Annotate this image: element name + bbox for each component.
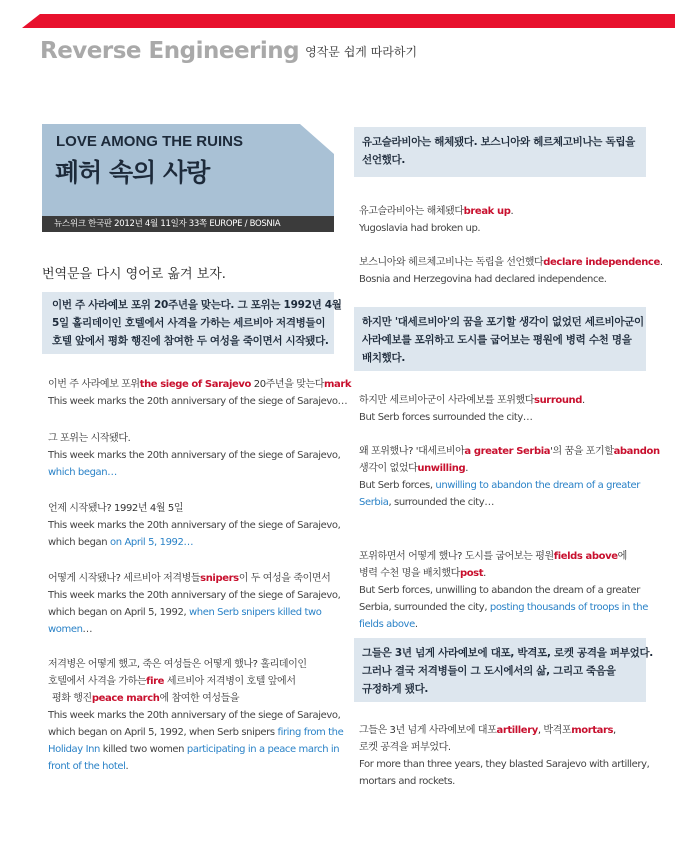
ko-text: 포위하면서 어떻게 했나? 도시를 굽어보는 평원 — [359, 551, 554, 562]
step-block-8 — [359, 392, 585, 426]
top-accent-bar — [0, 0, 675, 30]
summary-line: 호텔 앞에서 평화 행진에 참여한 두 여성을 죽이면서 시작됐다. — [52, 335, 329, 347]
summary-box-2 — [354, 127, 646, 177]
top-bar-graphic — [0, 0, 675, 30]
summary-line: 사라예보를 포위하고 도시를 굽어보는 평원에 병력 수천 명을 — [362, 334, 632, 346]
en-new-text: on April 5, 1992… — [110, 537, 194, 548]
en-new-text: participating in a peace march in — [186, 744, 340, 755]
en-text: But Serb forces, unwilling to abandon the dream of a greater — [359, 585, 641, 596]
ko-text: 유고슬라비아는 해체됐다 — [359, 206, 464, 217]
ko-text: 그들은 3년 넘게 사라예보에 대포 — [359, 725, 497, 736]
ko-text: '의 꿈을 포기할 — [550, 446, 614, 457]
en-text: This week marks the 20th anniversary of the siege of Sarajevo, — [48, 520, 341, 531]
en-new-text: which began… — [48, 467, 117, 478]
page-header — [40, 34, 417, 64]
summary-line: 5일 홀리데이인 호텔에서 사격을 가하는 세르비아 저격병들이 — [52, 317, 326, 329]
summary-line: 하지만 '대세르비아'의 꿈을 포기할 생각이 없었던 세르비아군이 — [362, 316, 644, 328]
step-block-5 — [48, 656, 343, 775]
en-text: which began on April 5, 1992, when Serb snipers — [48, 727, 278, 738]
summary-line: 이번 주 사라예보 포위 20주년을 맞는다. 그 포위는 1992년 4월 — [52, 299, 342, 311]
ko-text: . — [510, 206, 514, 217]
en-text: Yugoslavia had broken up. — [359, 223, 481, 234]
en-new-text: women — [48, 624, 83, 635]
ko-text: 호텔에서 사격을 가하는 — [48, 676, 147, 687]
ko-text: 왜 포위했나? '대세르비아 — [359, 446, 465, 457]
ko-text: 세르비아 저격병이 호텔 앞에서 — [164, 676, 296, 687]
ko-text: 저격병은 어떻게 했고, 죽은 여성들은 어떻게 했나? 홀리데이인 — [48, 659, 307, 670]
en-new-text: Serbia — [359, 497, 389, 508]
step-block-7 — [359, 254, 663, 288]
keyword: mark — [324, 379, 352, 390]
summary-line: 선언했다. — [362, 154, 406, 166]
en-text: This week marks the 20th anniversary of the siege of Sarajevo… — [48, 396, 348, 407]
en-text: Bosnia and Herzegovina had declared independence. — [359, 274, 607, 285]
step-block-2 — [48, 430, 340, 481]
ko-text: 병력 수천 명을 배치했다 — [359, 568, 460, 579]
ko-text: 에 참여한 여성들을 — [159, 693, 240, 704]
en-new-text: firing from the — [277, 727, 344, 738]
ko-text: , — [613, 725, 616, 736]
en-text: For more than three years, they blasted Sarajevo with artillery, — [359, 759, 650, 770]
en-text: This week marks the 20th anniversary of the siege of Sarajevo, — [48, 450, 341, 461]
step-block-9 — [359, 443, 660, 511]
en-text: But Serb forces surrounded the city… — [359, 412, 533, 423]
keyword: artillery — [496, 725, 538, 736]
ko-text: 하지만 세르비아군이 사라예보를 포위했다 — [359, 395, 535, 406]
en-new-text: posting thousands of troops in the — [489, 602, 648, 613]
summary-box-1 — [42, 292, 342, 354]
keyword: post — [459, 568, 484, 579]
header-subtitle: 영작문 쉽게 따라하기 — [305, 45, 418, 59]
ko-text: 이 두 여성을 죽이면서 — [238, 573, 331, 584]
en-text: , surrounded the city… — [388, 497, 494, 508]
en-text: … — [82, 624, 93, 635]
ko-text: 20주년을 맞는다 — [250, 379, 325, 390]
keyword: fire — [146, 676, 165, 687]
summary-line: 규정하게 됐다. — [362, 683, 429, 695]
step-block-1 — [48, 376, 351, 410]
step-block-11 — [359, 722, 649, 790]
summary-box-4 — [354, 638, 653, 702]
summary-line: 유고슬라비아는 해체됐다. 보스니아와 헤르체고비나는 독립을 — [362, 136, 636, 148]
en-text: mortars and rockets. — [359, 776, 455, 787]
ko-text: 어떻게 시작됐나? 세르비아 저격병들 — [48, 573, 201, 584]
step-block-10 — [359, 548, 648, 633]
keyword: the siege of Sarajevo — [139, 379, 251, 390]
ko-text: . — [582, 395, 585, 406]
ko-text: . — [465, 463, 468, 474]
summary-line: 배치했다. — [362, 352, 406, 364]
en-new-text: when Serb snipers killed two — [189, 607, 322, 618]
en-text: which began on April 5, 1992, — [48, 607, 189, 618]
article-title-box — [42, 124, 334, 216]
ko-text: . — [659, 257, 663, 268]
keyword: fields above — [553, 551, 618, 562]
step-block-3 — [48, 500, 340, 551]
summary-line: 그들은 3년 넘게 사라예보에 대포, 박격포, 로켓 공격을 퍼부었다. — [362, 647, 653, 659]
keyword: mortars — [571, 725, 614, 736]
step-block-6 — [359, 203, 513, 237]
en-text: . — [125, 761, 129, 772]
en-text: . — [414, 619, 418, 630]
article-title-ko: 폐허 속의 사랑 — [55, 158, 210, 187]
summary-box-3 — [354, 307, 646, 371]
ko-text: 언제 시작됐나? 1992년 4월 5일 — [48, 503, 184, 514]
keyword: break up — [463, 206, 511, 217]
en-text: which began — [48, 537, 111, 548]
summary-line: 그러나 결국 저격병들이 그 도시에서의 삶, 그리고 죽음을 — [362, 665, 616, 677]
ko-text: 이번 주 사라예보 포위 — [48, 379, 140, 390]
article-title-en: LOVE AMONG THE RUINS — [56, 133, 243, 150]
ko-text: 그 포위는 시작됐다. — [48, 433, 131, 444]
keyword: snipers — [200, 573, 239, 584]
article-source: 뉴스위크 한국판 2012년 4월 11일자 33쪽 EUROPE / BOSNIA — [42, 216, 334, 232]
en-text: This week marks the 20th anniversary of the siege of Sarajevo, — [48, 590, 341, 601]
en-text: This week marks the 20th anniversary of the siege of Sarajevo, — [48, 710, 341, 721]
step-block-4 — [48, 570, 340, 638]
ko-text: 생각이 없었다 — [359, 463, 418, 474]
en-new-text: unwilling to abandon the dream of a greater — [435, 480, 641, 491]
ko-text: , 박격포 — [537, 725, 572, 736]
en-new-text: Holiday Inn — [48, 744, 100, 755]
ko-text: 보스니아와 헤르체고비나는 독립을 선언했다 — [359, 257, 544, 268]
keyword: peace march — [91, 693, 160, 704]
ko-text: 로켓 공격을 퍼부었다. — [359, 742, 451, 753]
intro-text: 번역문을 다시 영어로 옮겨 보자. — [42, 267, 226, 282]
keyword: declare independence — [543, 257, 660, 268]
en-new-text: front of the hotel — [48, 761, 126, 772]
keyword: a greater Serbia — [464, 446, 551, 457]
keyword: abandon — [613, 446, 660, 457]
ko-text: 평화 행진 — [52, 693, 92, 704]
keyword: surround — [534, 395, 583, 406]
en-new-text: fields above — [359, 619, 415, 630]
en-text: Serbia, surrounded the city, — [359, 602, 490, 613]
keyword: unwilling — [417, 463, 466, 474]
brand-title: Reverse Engineering — [40, 38, 300, 64]
en-text: killed two women — [100, 744, 187, 755]
ko-text: 에 — [617, 551, 627, 562]
en-text: But Serb forces, — [359, 480, 436, 491]
ko-text: . — [483, 568, 486, 579]
